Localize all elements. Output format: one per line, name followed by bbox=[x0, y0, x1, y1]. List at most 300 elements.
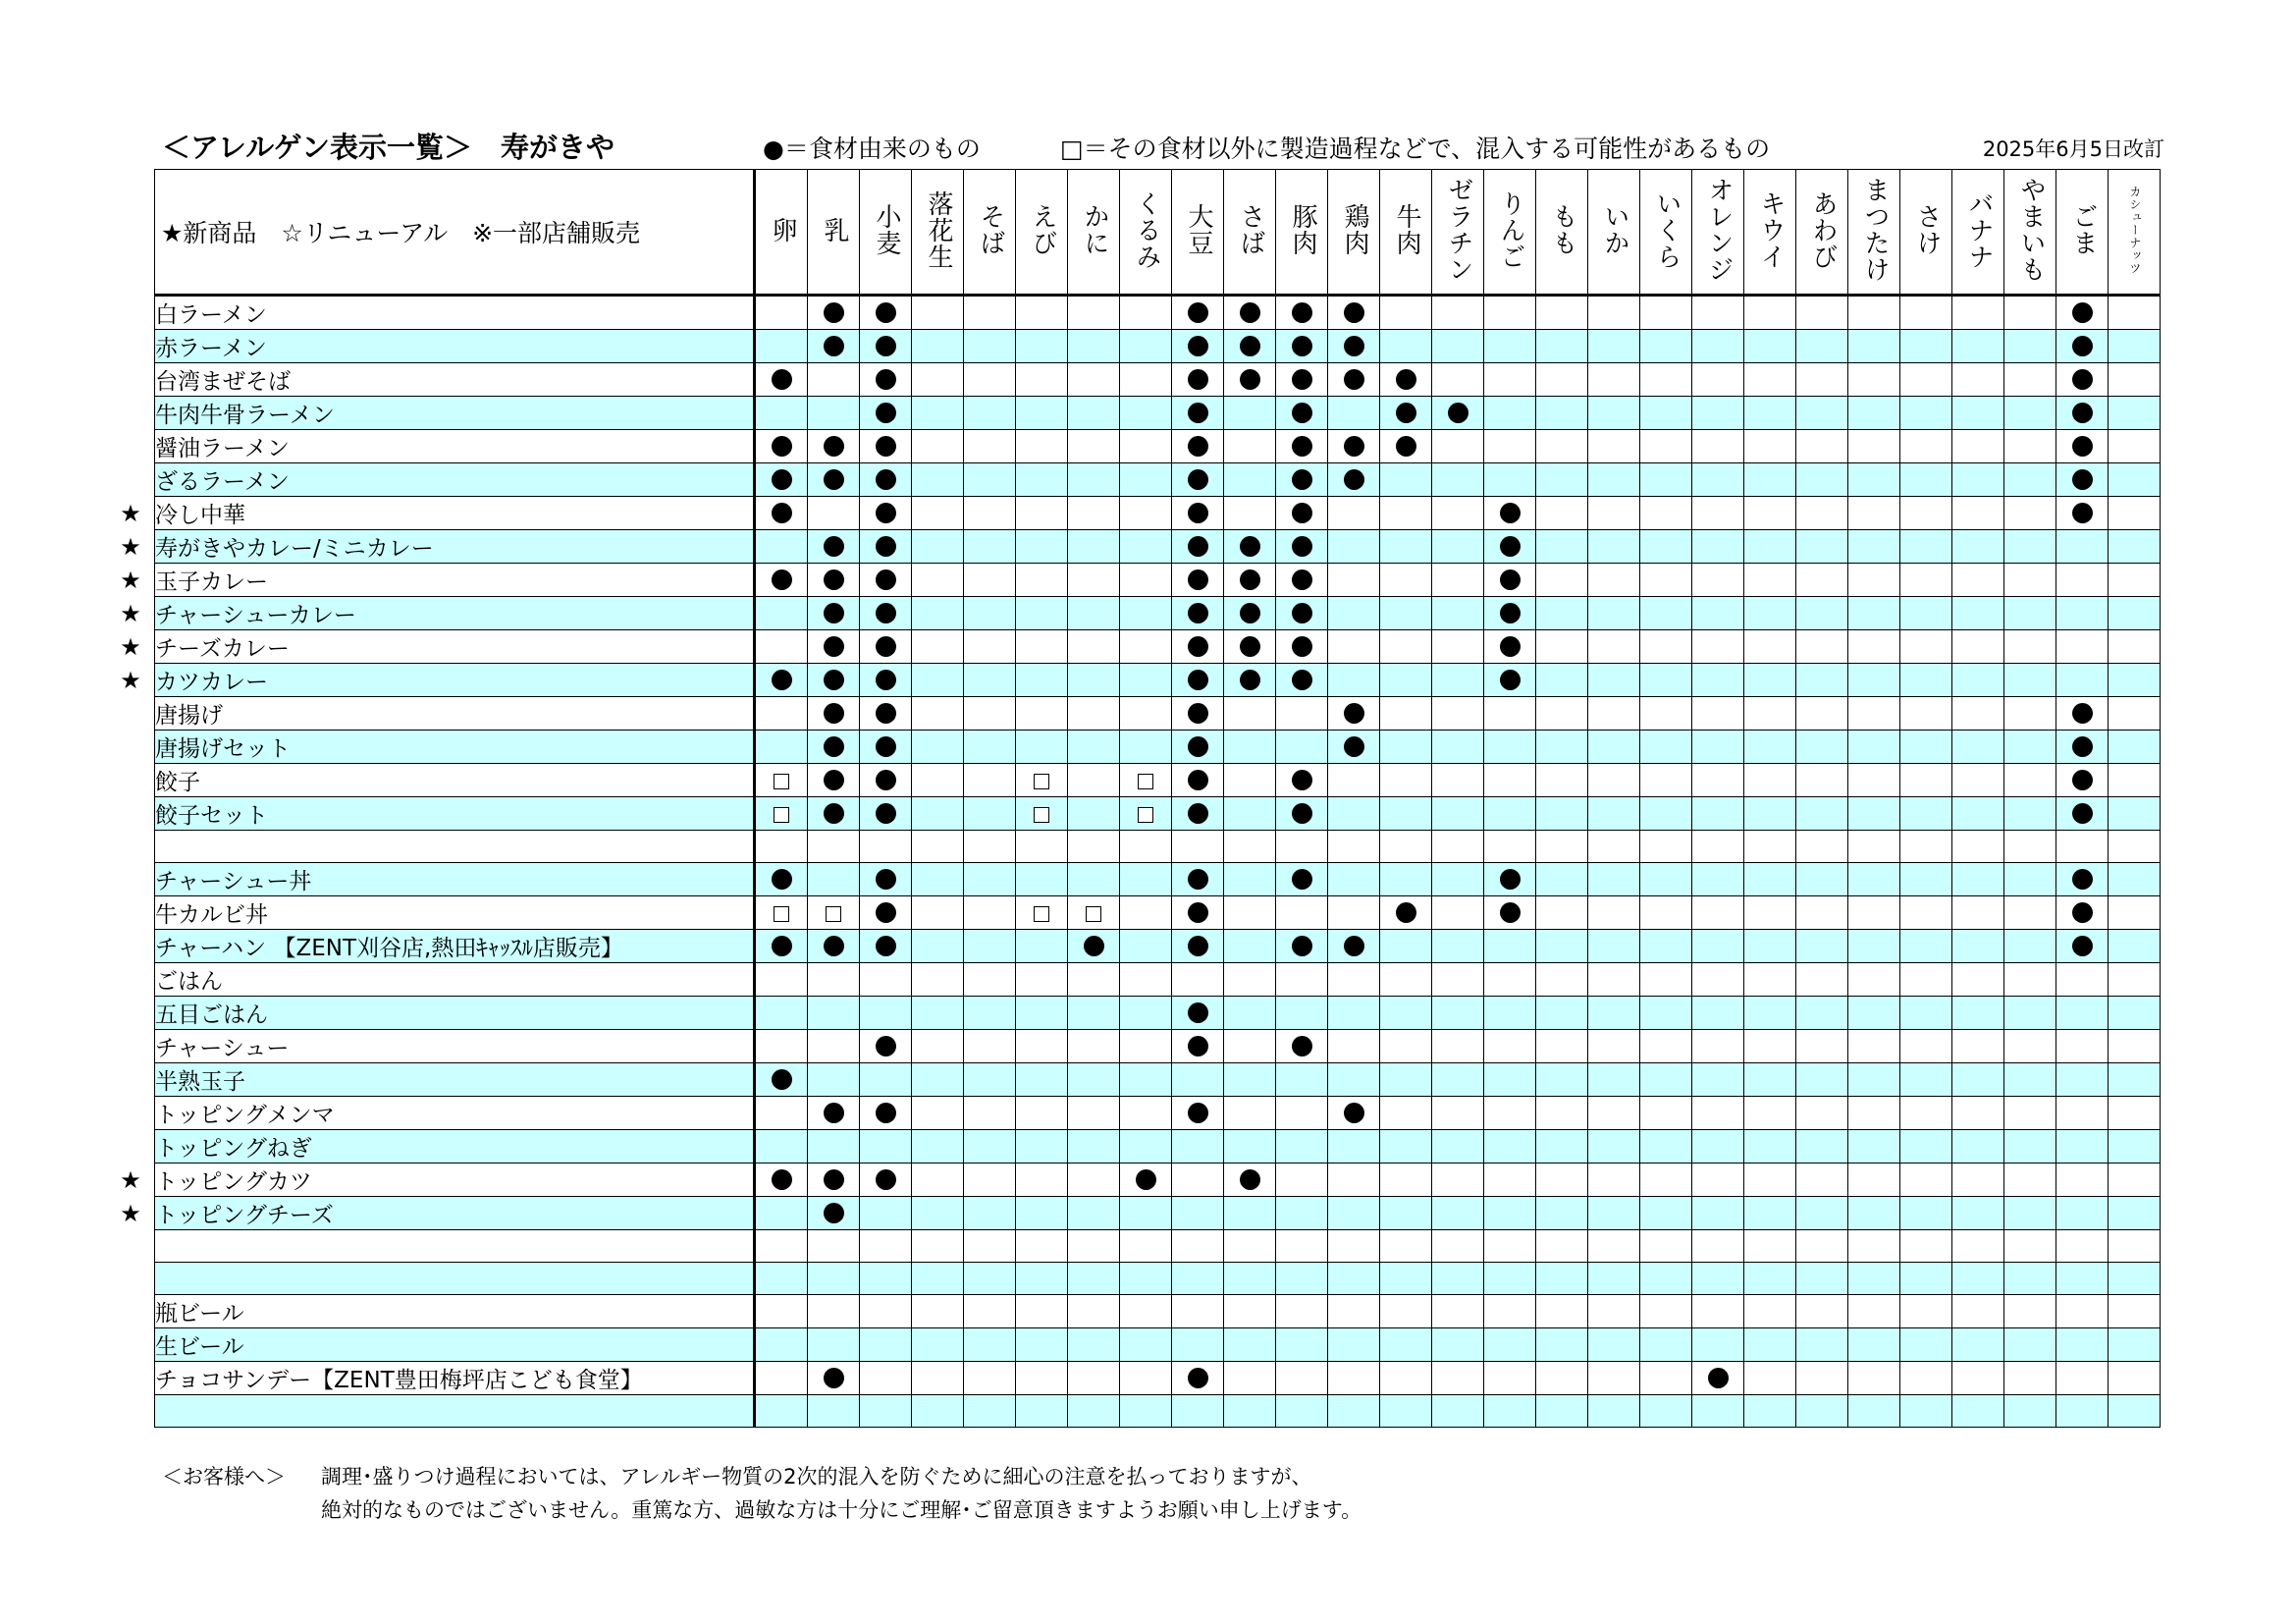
allergen-cell bbox=[1328, 397, 1380, 430]
allergen-cell bbox=[1484, 930, 1536, 963]
allergen-cell bbox=[1016, 1097, 1068, 1130]
allergen-cell bbox=[808, 497, 860, 530]
allergen-cell bbox=[1172, 997, 1224, 1030]
menu-item-name bbox=[155, 1230, 755, 1263]
food-origin-mark bbox=[824, 436, 844, 457]
allergen-cell bbox=[1068, 1295, 1120, 1328]
allergen-cell bbox=[1952, 797, 2004, 831]
food-origin-mark bbox=[2072, 436, 2093, 457]
allergen-header bbox=[1588, 170, 1640, 296]
allergen-header bbox=[1536, 170, 1588, 296]
allergen-cell bbox=[1744, 296, 1796, 330]
allergen-cell bbox=[860, 731, 912, 764]
table-row bbox=[155, 797, 2161, 831]
allergen-cell bbox=[1536, 731, 1588, 764]
table-row bbox=[155, 630, 2161, 664]
allergen-cell bbox=[1224, 1362, 1276, 1395]
allergen-cell bbox=[1328, 330, 1380, 363]
allergen-cell bbox=[1432, 1164, 1484, 1197]
allergen-cell bbox=[1848, 463, 1900, 497]
allergen-cell bbox=[2004, 1295, 2056, 1328]
table-row bbox=[155, 1362, 2161, 1395]
allergen-cell bbox=[1952, 1362, 2004, 1395]
allergen-cell bbox=[912, 296, 964, 330]
allergen-cell bbox=[1900, 1362, 1952, 1395]
allergen-cell bbox=[1588, 1263, 1640, 1295]
allergen-cell bbox=[1276, 463, 1328, 497]
allergen-cell bbox=[1016, 630, 1068, 664]
allergen-cell bbox=[1640, 497, 1692, 530]
allergen-cell bbox=[1536, 1097, 1588, 1130]
allergen-cell bbox=[1484, 430, 1536, 463]
menu-item-name: チャーハン 【ZENT刈谷店,熱田ｷｬｯｽﾙ店販売】 bbox=[155, 930, 755, 963]
allergen-cell bbox=[755, 1130, 808, 1164]
food-origin-mark bbox=[876, 1036, 896, 1056]
table-row bbox=[155, 1063, 2161, 1097]
allergen-cell bbox=[1068, 1328, 1120, 1362]
allergen-cell bbox=[1016, 963, 1068, 997]
allergen-cell bbox=[1484, 1263, 1536, 1295]
food-origin-mark bbox=[876, 803, 896, 824]
allergen-label: あわび bbox=[1807, 189, 1838, 270]
allergen-cell bbox=[1744, 330, 1796, 363]
contamination-mark bbox=[774, 774, 789, 789]
allergen-cell bbox=[1016, 1030, 1068, 1063]
allergen-cell bbox=[1744, 930, 1796, 963]
allergen-cell bbox=[755, 296, 808, 330]
allergen-cell bbox=[1692, 863, 1744, 896]
allergen-cell bbox=[2109, 1164, 2161, 1197]
allergen-cell bbox=[1172, 731, 1224, 764]
allergen-label: ゼラチン bbox=[1443, 177, 1473, 283]
allergen-cell bbox=[1016, 397, 1068, 430]
allergen-cell bbox=[1068, 363, 1120, 397]
allergen-cell bbox=[1692, 530, 1744, 564]
allergen-cell bbox=[1640, 731, 1692, 764]
allergen-cell bbox=[1588, 831, 1640, 863]
allergen-cell bbox=[1120, 296, 1172, 330]
allergen-cell bbox=[1848, 1130, 1900, 1164]
allergen-cell bbox=[2004, 1230, 2056, 1263]
allergen-cell bbox=[808, 1230, 860, 1263]
allergen-cell bbox=[964, 863, 1016, 896]
allergen-cell bbox=[1796, 296, 1848, 330]
allergen-cell bbox=[1900, 797, 1952, 831]
menu-item-name bbox=[155, 1263, 755, 1295]
allergen-cell bbox=[860, 1328, 912, 1362]
allergen-cell bbox=[964, 831, 1016, 863]
food-origin-mark bbox=[1188, 936, 1208, 956]
allergen-cell bbox=[1536, 896, 1588, 930]
allergen-cell bbox=[1068, 963, 1120, 997]
allergen-cell bbox=[1276, 330, 1328, 363]
allergen-cell bbox=[1588, 697, 1640, 731]
allergen-cell bbox=[2004, 664, 2056, 697]
allergen-cell bbox=[1276, 831, 1328, 863]
allergen-cell bbox=[1432, 1030, 1484, 1063]
food-origin-mark bbox=[876, 770, 896, 790]
allergen-cell bbox=[1900, 1395, 1952, 1428]
allergen-cell bbox=[964, 1295, 1016, 1328]
food-origin-mark bbox=[1292, 469, 1312, 490]
allergen-cell bbox=[1276, 1097, 1328, 1130]
allergen-cell bbox=[1484, 330, 1536, 363]
allergen-cell bbox=[912, 430, 964, 463]
allergen-label: 牛肉 bbox=[1391, 203, 1421, 256]
allergen-cell bbox=[860, 296, 912, 330]
food-origin-mark bbox=[876, 703, 896, 724]
allergen-cell bbox=[1432, 797, 1484, 831]
menu-item-name: カツカレー bbox=[155, 664, 755, 697]
allergen-cell bbox=[2109, 363, 2161, 397]
allergen-cell bbox=[808, 863, 860, 896]
allergen-cell bbox=[964, 1197, 1016, 1230]
allergen-cell bbox=[1328, 1230, 1380, 1263]
allergen-cell bbox=[1432, 1130, 1484, 1164]
allergen-cell bbox=[1536, 863, 1588, 896]
allergen-cell bbox=[1952, 1130, 2004, 1164]
allergen-cell bbox=[1380, 630, 1432, 664]
allergen-cell bbox=[1120, 1263, 1172, 1295]
allergen-header bbox=[1224, 170, 1276, 296]
allergen-cell bbox=[1016, 764, 1068, 797]
allergen-cell bbox=[1796, 731, 1848, 764]
allergen-cell bbox=[2109, 997, 2161, 1030]
allergen-cell bbox=[1692, 397, 1744, 430]
allergen-cell bbox=[1796, 1097, 1848, 1130]
allergen-cell bbox=[1900, 896, 1952, 930]
allergen-cell bbox=[1588, 530, 1640, 564]
allergen-cell bbox=[1952, 630, 2004, 664]
allergen-cell bbox=[1848, 1164, 1900, 1197]
allergen-cell bbox=[1900, 1097, 1952, 1130]
menu-item-name: トッピングカツ bbox=[155, 1164, 755, 1197]
allergen-cell bbox=[912, 1097, 964, 1130]
food-origin-mark bbox=[1188, 703, 1208, 724]
allergen-cell bbox=[1068, 664, 1120, 697]
allergen-cell bbox=[2056, 630, 2109, 664]
menu-item-name bbox=[155, 831, 755, 863]
allergen-cell bbox=[1120, 963, 1172, 997]
food-origin-mark bbox=[2072, 302, 2093, 323]
allergen-cell bbox=[1224, 664, 1276, 697]
allergen-cell bbox=[912, 930, 964, 963]
allergen-cell bbox=[1484, 963, 1536, 997]
allergen-cell bbox=[2056, 731, 2109, 764]
allergen-cell bbox=[1172, 896, 1224, 930]
allergen-cell bbox=[1796, 1164, 1848, 1197]
allergen-cell bbox=[755, 330, 808, 363]
allergen-cell bbox=[1224, 1097, 1276, 1130]
food-origin-mark bbox=[1344, 336, 1364, 356]
allergen-cell bbox=[1640, 1130, 1692, 1164]
allergen-cell bbox=[1692, 1395, 1744, 1428]
allergen-cell bbox=[1640, 597, 1692, 630]
allergen-cell bbox=[1900, 397, 1952, 430]
allergen-cell bbox=[860, 430, 912, 463]
allergen-cell bbox=[1796, 564, 1848, 597]
table-row bbox=[155, 863, 2161, 896]
food-origin-mark bbox=[824, 703, 844, 724]
allergen-cell bbox=[1328, 1164, 1380, 1197]
allergen-cell bbox=[1588, 797, 1640, 831]
allergen-cell bbox=[1952, 896, 2004, 930]
food-origin-mark bbox=[772, 503, 792, 523]
allergen-cell bbox=[1172, 1362, 1224, 1395]
allergen-cell bbox=[755, 1263, 808, 1295]
allergen-label: キウイ bbox=[1755, 189, 1786, 270]
allergen-cell bbox=[1744, 1395, 1796, 1428]
allergen-cell bbox=[1068, 764, 1120, 797]
allergen-cell bbox=[1224, 497, 1276, 530]
allergen-cell bbox=[1380, 1197, 1432, 1230]
food-origin-mark bbox=[824, 302, 844, 323]
food-origin-mark bbox=[1188, 869, 1208, 890]
allergen-cell bbox=[1744, 1097, 1796, 1130]
food-origin-mark bbox=[1188, 302, 1208, 323]
allergen-cell bbox=[808, 1197, 860, 1230]
allergen-cell bbox=[1588, 863, 1640, 896]
allergen-cell bbox=[1224, 1130, 1276, 1164]
allergen-cell bbox=[1068, 1063, 1120, 1097]
food-origin-mark bbox=[1292, 803, 1312, 824]
allergen-cell bbox=[1120, 831, 1172, 863]
allergen-cell bbox=[1172, 963, 1224, 997]
allergen-cell bbox=[860, 564, 912, 597]
allergen-cell bbox=[1848, 1197, 1900, 1230]
allergen-cell bbox=[1276, 1295, 1328, 1328]
food-origin-mark bbox=[1084, 936, 1104, 956]
allergen-label: そば bbox=[975, 203, 1005, 256]
allergen-cell bbox=[755, 997, 808, 1030]
allergen-cell bbox=[808, 1263, 860, 1295]
food-origin-mark bbox=[772, 569, 792, 590]
food-origin-mark bbox=[2072, 869, 2093, 890]
allergen-cell bbox=[1536, 530, 1588, 564]
allergen-cell bbox=[1276, 664, 1328, 697]
allergen-label: カシューナッツ bbox=[2127, 185, 2142, 275]
allergen-cell bbox=[1588, 1164, 1640, 1197]
allergen-cell bbox=[1640, 564, 1692, 597]
allergen-cell bbox=[2109, 664, 2161, 697]
allergen-cell bbox=[1796, 930, 1848, 963]
allergen-cell bbox=[1276, 1395, 1328, 1428]
allergen-cell bbox=[1380, 896, 1432, 930]
allergen-cell bbox=[964, 697, 1016, 731]
allergen-cell bbox=[860, 1295, 912, 1328]
allergen-cell bbox=[1588, 963, 1640, 997]
note-line-1: 調理･盛りつけ過程においては、アレルギー物質の2次的混入を防ぐために細心の注意を払っておりますが、 bbox=[321, 1465, 1312, 1489]
allergen-cell bbox=[1380, 1130, 1432, 1164]
allergen-header bbox=[1172, 170, 1224, 296]
allergen-cell bbox=[2109, 863, 2161, 896]
allergen-cell bbox=[2004, 564, 2056, 597]
food-origin-mark bbox=[1344, 936, 1364, 956]
allergen-cell bbox=[1848, 530, 1900, 564]
allergen-cell bbox=[1952, 430, 2004, 463]
allergen-cell bbox=[1796, 797, 1848, 831]
allergen-cell bbox=[1484, 530, 1536, 564]
allergen-cell bbox=[1900, 731, 1952, 764]
allergen-cell bbox=[1796, 997, 1848, 1030]
allergen-cell bbox=[1276, 1197, 1328, 1230]
allergen-cell bbox=[808, 963, 860, 997]
allergen-cell bbox=[2056, 1030, 2109, 1063]
allergen-cell bbox=[1536, 664, 1588, 697]
allergen-cell bbox=[2109, 330, 2161, 363]
allergen-cell bbox=[1432, 1362, 1484, 1395]
food-origin-mark bbox=[1188, 636, 1208, 657]
allergen-cell bbox=[1536, 296, 1588, 330]
allergen-cell bbox=[1484, 1164, 1536, 1197]
allergen-cell bbox=[860, 896, 912, 930]
allergen-cell bbox=[1588, 597, 1640, 630]
allergen-cell bbox=[1432, 1197, 1484, 1230]
allergen-cell bbox=[1172, 831, 1224, 863]
allergen-header bbox=[1432, 170, 1484, 296]
allergen-cell bbox=[860, 1164, 912, 1197]
allergen-cell bbox=[1744, 530, 1796, 564]
allergen-label: ごま bbox=[2067, 203, 2098, 256]
allergen-cell bbox=[1588, 1328, 1640, 1362]
food-origin-mark bbox=[824, 536, 844, 557]
allergen-cell bbox=[1380, 664, 1432, 697]
allergen-cell bbox=[1484, 1230, 1536, 1263]
allergen-cell bbox=[1172, 697, 1224, 731]
food-origin-mark bbox=[1292, 403, 1312, 423]
allergen-cell bbox=[1068, 731, 1120, 764]
allergen-cell bbox=[2109, 430, 2161, 463]
allergen-cell bbox=[1172, 397, 1224, 430]
allergen-cell bbox=[1224, 296, 1276, 330]
allergen-cell bbox=[1276, 731, 1328, 764]
allergen-cell bbox=[1068, 530, 1120, 564]
allergen-cell bbox=[1432, 1230, 1484, 1263]
allergen-cell bbox=[1692, 296, 1744, 330]
allergen-cell bbox=[1120, 1164, 1172, 1197]
allergen-cell bbox=[1172, 930, 1224, 963]
allergen-cell bbox=[1328, 664, 1380, 697]
allergen-cell bbox=[2109, 1395, 2161, 1428]
allergen-cell bbox=[1484, 1295, 1536, 1328]
menu-item-name: 牛肉牛骨ラーメン bbox=[155, 397, 755, 430]
allergen-cell bbox=[1692, 1130, 1744, 1164]
allergen-cell bbox=[964, 731, 1016, 764]
allergen-cell bbox=[1692, 330, 1744, 363]
allergen-cell bbox=[1848, 697, 1900, 731]
allergen-cell bbox=[1900, 1164, 1952, 1197]
allergen-cell bbox=[1900, 764, 1952, 797]
allergen-cell bbox=[2056, 1063, 2109, 1097]
food-origin-mark bbox=[1396, 436, 1416, 457]
allergen-cell bbox=[755, 963, 808, 997]
allergen-cell bbox=[755, 397, 808, 430]
allergen-cell bbox=[1536, 1263, 1588, 1295]
allergen-cell bbox=[1692, 1197, 1744, 1230]
allergen-cell bbox=[964, 1097, 1016, 1130]
food-origin-mark bbox=[824, 670, 844, 690]
allergen-cell bbox=[912, 1395, 964, 1428]
food-origin-mark bbox=[1188, 1036, 1208, 1056]
allergen-cell bbox=[1432, 697, 1484, 731]
food-origin-mark bbox=[1292, 770, 1312, 790]
allergen-cell bbox=[860, 797, 912, 831]
allergen-cell bbox=[1588, 896, 1640, 930]
food-origin-mark bbox=[1240, 336, 1260, 356]
allergen-cell bbox=[1952, 1328, 2004, 1362]
allergen-cell bbox=[1692, 697, 1744, 731]
allergen-cell bbox=[1172, 597, 1224, 630]
allergen-cell bbox=[1848, 1295, 1900, 1328]
allergen-cell bbox=[1432, 296, 1484, 330]
allergen-cell bbox=[755, 863, 808, 896]
allergen-cell bbox=[1276, 997, 1328, 1030]
allergen-cell bbox=[1016, 497, 1068, 530]
allergen-cell bbox=[1744, 597, 1796, 630]
allergen-cell bbox=[1536, 1328, 1588, 1362]
allergen-cell bbox=[1692, 1295, 1744, 1328]
allergen-cell bbox=[1068, 997, 1120, 1030]
allergen-cell bbox=[1900, 497, 1952, 530]
allergen-cell bbox=[1692, 764, 1744, 797]
allergen-cell bbox=[1120, 1197, 1172, 1230]
allergen-cell bbox=[912, 1328, 964, 1362]
allergen-cell bbox=[1640, 296, 1692, 330]
allergen-cell bbox=[1380, 363, 1432, 397]
allergen-cell bbox=[1016, 1230, 1068, 1263]
allergen-cell bbox=[964, 1362, 1016, 1395]
allergen-cell bbox=[755, 1295, 808, 1328]
allergen-cell bbox=[1588, 997, 1640, 1030]
allergen-cell bbox=[2004, 863, 2056, 896]
allergen-cell bbox=[1640, 330, 1692, 363]
allergen-cell bbox=[1016, 363, 1068, 397]
allergen-cell bbox=[1640, 630, 1692, 664]
allergen-cell bbox=[1432, 430, 1484, 463]
allergen-cell bbox=[1120, 863, 1172, 896]
allergen-cell bbox=[808, 397, 860, 430]
allergen-cell bbox=[1224, 1230, 1276, 1263]
allergen-cell bbox=[2056, 1328, 2109, 1362]
allergen-cell bbox=[808, 1395, 860, 1428]
allergen-cell bbox=[1016, 896, 1068, 930]
allergen-cell bbox=[808, 463, 860, 497]
allergen-cell bbox=[1224, 1063, 1276, 1097]
allergen-cell bbox=[808, 997, 860, 1030]
allergen-cell bbox=[964, 797, 1016, 831]
allergen-cell bbox=[964, 1230, 1016, 1263]
food-origin-mark bbox=[1188, 803, 1208, 824]
food-origin-mark bbox=[1344, 369, 1364, 390]
food-origin-mark bbox=[772, 1069, 792, 1090]
food-origin-mark bbox=[1136, 1169, 1156, 1190]
allergen-cell bbox=[2004, 463, 2056, 497]
allergen-cell bbox=[1588, 664, 1640, 697]
allergen-cell bbox=[964, 930, 1016, 963]
allergen-label: 乳 bbox=[819, 216, 849, 244]
allergen-cell bbox=[808, 296, 860, 330]
allergen-cell bbox=[1484, 497, 1536, 530]
allergen-cell bbox=[964, 896, 1016, 930]
allergen-cell bbox=[1484, 1197, 1536, 1230]
allergen-cell bbox=[755, 831, 808, 863]
allergen-cell bbox=[860, 1263, 912, 1295]
allergen-cell bbox=[1692, 597, 1744, 630]
food-origin-mark bbox=[772, 1169, 792, 1190]
allergen-cell bbox=[1016, 1164, 1068, 1197]
allergen-cell bbox=[1432, 497, 1484, 530]
food-origin-mark bbox=[1188, 369, 1208, 390]
